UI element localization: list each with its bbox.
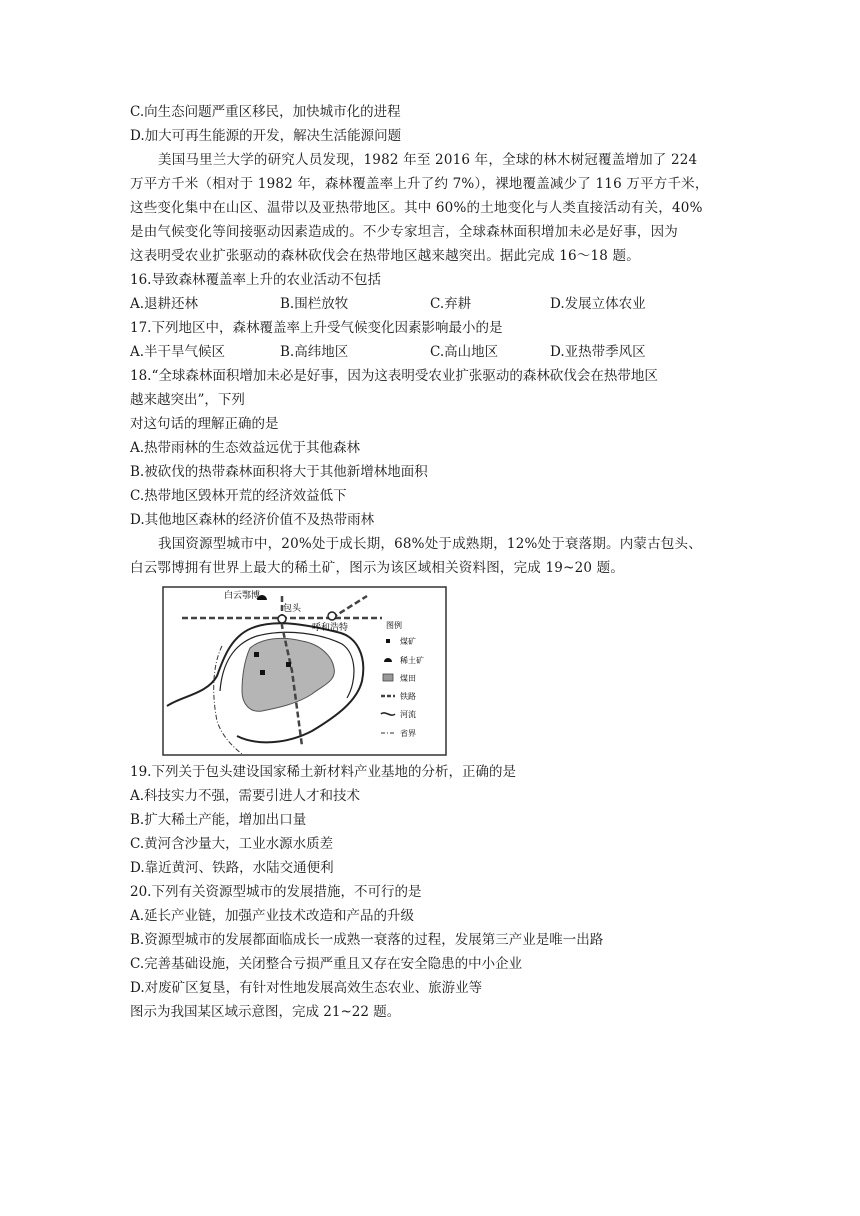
passage-forest (130, 148, 740, 268)
passage-line: 白云鄂博拥有世界上最大的稀土矿，图示为该区域相关资料图，完成 19~20 题。 (130, 560, 625, 576)
option-b: B.资源型城市的发展都面临成长一成熟一衰落的过程，发展第三产业是唯一出路 (130, 932, 604, 948)
option-b: B.围栏放牧 (280, 296, 349, 312)
question-stem: 越来越突出”，下列 (130, 392, 245, 408)
option-a: A.退耕还林 (130, 296, 199, 312)
passage-line: 美国马里兰大学的研究人员发现，1982 年至 2016 年，全球的林木树冠覆盖增加了 224 (158, 152, 698, 168)
question-20 (130, 880, 740, 1000)
legend-coal-field-icon (383, 674, 393, 681)
option-d: D.对废矿区复垦，有针对性地发展高效生态农业、旅游业等 (130, 980, 483, 996)
question-stem: 对这句话的理解正确的是 (130, 416, 279, 432)
question-16 (130, 268, 740, 316)
coal-mine-icon (286, 662, 291, 667)
passage-line: 这些变化集中在山区、温带以及亚热带地区。其中 60%的土地变化与人类直接活动有关，40% (130, 200, 703, 216)
option-c: C.黄河含沙量大，工业水源水质差 (130, 836, 334, 852)
option-a: A.热带雨林的生态效益远优于其他森林 (130, 440, 361, 456)
passage-line: 我国资源型城市中，20%处于成长期，68%处于成熟期，12%处于衰落期。内蒙古包头、 (158, 536, 702, 552)
option-line: D.加大可再生能源的开发，解决生活能源问题 (130, 128, 402, 144)
legend-railway: 铁路 (400, 692, 416, 701)
option-c: C.完善基础设施，关闭整合亏损严重且又存在安全隐患的中小企业 (130, 956, 523, 972)
region-map (162, 586, 447, 756)
option-d: D.发展立体农业 (550, 296, 646, 312)
legend-rare-earth: 稀土矿 (400, 656, 424, 665)
legend-coal-field: 煤田 (400, 674, 416, 683)
passage-line: 是由气候变化等间接驱动因素造成的。不少专家坦言，全球森林面积增加未必是好事，因为 (130, 224, 678, 240)
question-stem: 17.下列地区中，森林覆盖率上升受气候变化因素影响最小的是 (130, 320, 503, 336)
option-d: D.靠近黄河、铁路，水陆交通便利 (130, 860, 334, 876)
legend-coal-mine-icon (386, 639, 390, 643)
question-17 (130, 316, 740, 364)
label-baiyun: 白云鄂博 (224, 591, 261, 601)
passage-resource-cities (130, 532, 740, 580)
options-row (130, 340, 740, 364)
option-d: D.其他地区森林的经济价值不及热带雨林 (130, 512, 375, 528)
option-b: B.扩大稀土产能，增加出口量 (130, 812, 307, 828)
option-c: C.弃耕 (430, 296, 472, 312)
question-stem: 18.“全球森林面积增加未必是好事，因为这表明受农业扩张驱动的森林砍伐会在热带地区 (130, 368, 658, 384)
label-hohhot: 呼和浩特 (312, 623, 349, 633)
passage-line: 万平方千米（相对于 1982 年，森林覆盖率上升了约 7%），裸地覆盖减少了 116 万平方千米， (130, 176, 709, 192)
legend-river: 河流 (400, 710, 416, 719)
baotou-city-marker (278, 615, 286, 623)
coal-mine-icon (254, 652, 259, 657)
option-a: A.延长产业链，加强产业技术改造和产品的升级 (130, 908, 415, 924)
legend-title: 图例 (386, 621, 402, 630)
option-d: D.亚热带季风区 (550, 344, 646, 360)
question-19 (130, 760, 740, 880)
question-stem: 16.导致森林覆盖率上升的农业活动不包括 (130, 272, 381, 288)
option-b: B.被砍伐的热带森林面积将大于其他新增林地面积 (130, 464, 428, 480)
option-c: C.高山地区 (430, 344, 499, 360)
option-a: A.科技实力不强，需要引进人才和技术 (130, 788, 361, 804)
label-baotou: 包头 (283, 604, 302, 614)
document-page (130, 100, 740, 1024)
option-c: C.热带地区毁林开荒的经济效益低下 (130, 488, 347, 504)
next-intro-line: 图示为我国某区域示意图，完成 21~22 题。 (130, 1004, 401, 1020)
legend-border: 省界 (400, 729, 416, 738)
option-b: B.高纬地区 (280, 344, 349, 360)
options-row (130, 292, 740, 316)
legend-coal-mine: 煤矿 (400, 637, 416, 646)
hohhot-city-marker (328, 612, 336, 620)
option-line: C.向生态问题严重区移民，加快城市化的进程 (130, 104, 401, 120)
question-stem: 19.下列关于包头建设国家稀土新材料产业基地的分析，正确的是 (130, 764, 516, 780)
question-stem: 20.下列有关资源型城市的发展措施，不可行的是 (130, 884, 422, 900)
coal-mine-icon (260, 670, 265, 675)
question-18 (130, 364, 740, 532)
passage-line: 这表明受农业扩张驱动的森林砍伐会在热带地区越来越突出。据此完成 16～18 题。 (130, 248, 640, 264)
option-a: A.半干旱气候区 (130, 344, 226, 360)
